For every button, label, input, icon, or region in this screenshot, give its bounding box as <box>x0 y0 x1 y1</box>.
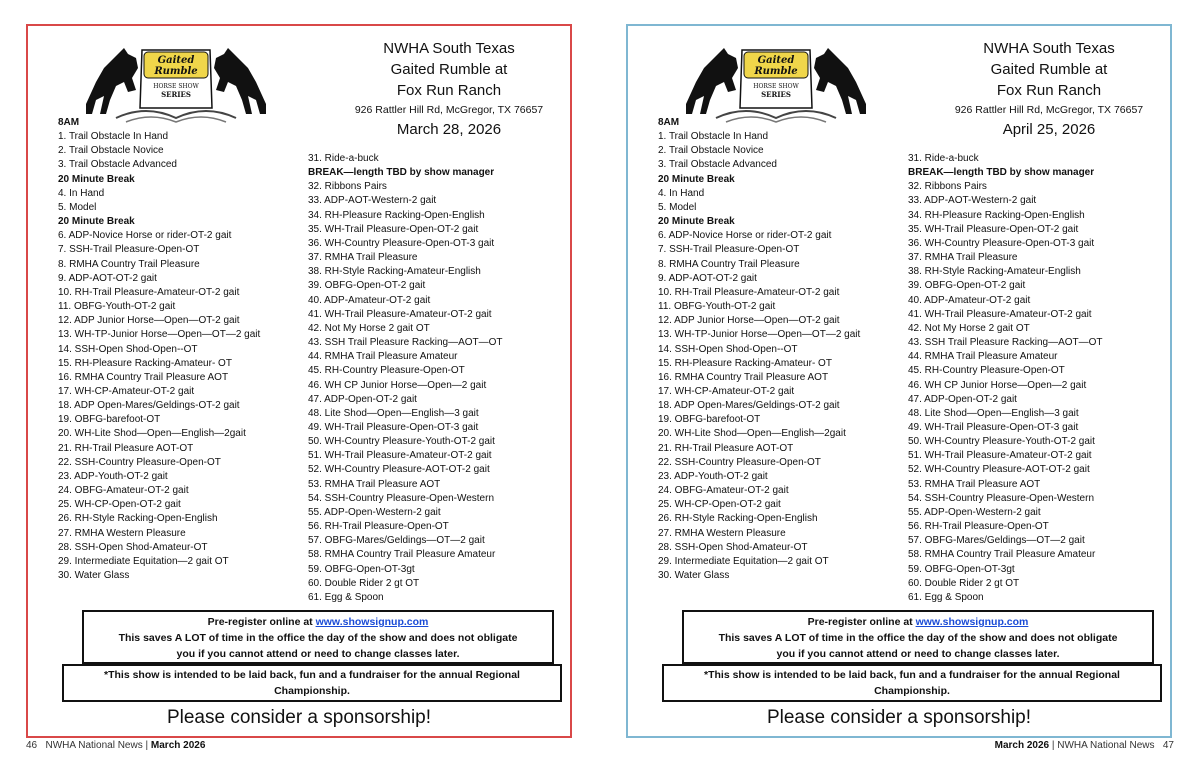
class-entry: 50. WH-Country Pleasure-Youth-OT-2 gait <box>308 436 495 448</box>
logo-line3: HORSE SHOW <box>153 83 199 90</box>
class-entry: 21. RH-Trail Pleasure AOT-OT <box>658 442 794 454</box>
class-entry: 52. WH-Country Pleasure-AOT-OT-2 gait <box>908 464 1090 476</box>
class-entry: 59. OBFG-Open-OT-3gt <box>908 563 1015 575</box>
class-entry: 40. ADP-Amateur-OT-2 gait <box>308 294 431 306</box>
class-entry: 48. Lite Shod—Open—English—3 gait <box>308 407 479 419</box>
showsignup-link[interactable]: www.showsignup.com <box>315 616 429 628</box>
class-entry: 42. Not My Horse 2 gait OT <box>908 322 1030 334</box>
class-entry: 33. ADP-AOT-Western-2 gait <box>308 195 437 207</box>
class-entry: 22. SSH-Country Pleasure-Open-OT <box>658 456 821 468</box>
class-entry: 59. OBFG-Open-OT-3gt <box>308 563 415 575</box>
class-entry: 61. Egg & Spoon <box>908 591 984 603</box>
class-entry: 12. ADP Junior Horse—Open—OT-2 gait <box>58 315 240 327</box>
title-line1: NWHA South Texas <box>383 40 515 57</box>
class-entry: 1. Trail Obstacle In Hand <box>658 131 769 143</box>
publication-name: NWHA National News <box>1057 740 1155 751</box>
class-entry: 37. RMHA Trail Pleasure <box>908 252 1018 264</box>
class-entry: 52. WH-Country Pleasure-AOT-OT-2 gait <box>308 464 490 476</box>
class-entry: 47. ADP-Open-OT-2 gait <box>908 393 1017 405</box>
logo-line3: HORSE SHOW <box>753 83 799 90</box>
class-list-col2 <box>908 152 1170 605</box>
class-entry: 33. ADP-AOT-Western-2 gait <box>908 195 1037 207</box>
logo-line2: Rumble <box>754 66 798 77</box>
class-entry: 5. Model <box>58 201 97 213</box>
class-entry: 45. RH-Country Pleasure-Open-OT <box>908 365 1065 377</box>
title-line3: Fox Run Ranch <box>396 82 502 99</box>
preregister-note-2: you if you cannot attend or need to change classes later. <box>776 648 1060 660</box>
schedule-break: 20 Minute Break <box>58 216 135 228</box>
class-entry: 9. ADP-AOT-OT-2 gait <box>658 272 757 284</box>
publication-name: NWHA National News <box>45 740 143 751</box>
class-entry: 60. Double Rider 2 gt OT <box>308 577 420 589</box>
class-entry: 46. WH CP Junior Horse—Open—2 gait <box>308 379 487 391</box>
class-entry: 17. WH-CP-Amateur-OT-2 gait <box>658 385 795 397</box>
class-entry: 41. WH-Trail Pleasure-Amateur-OT-2 gait <box>908 308 1092 320</box>
class-entry: 4. In Hand <box>658 187 705 199</box>
class-entry: 8. RMHA Country Trail Pleasure <box>658 258 800 270</box>
class-entry: 18. ADP Open-Mares/Geldings-OT-2 gait <box>58 400 240 412</box>
logo-line4: SERIES <box>161 90 191 99</box>
event-header <box>324 38 574 141</box>
class-entry: 35. WH-Trail Pleasure-Open-OT-2 gait <box>908 223 1079 235</box>
class-entry: 43. SSH Trail Pleasure Racking—AOT—OT <box>308 337 503 349</box>
class-entry: 56. RH-Trail Pleasure-Open-OT <box>308 521 449 533</box>
event-date: March 28, 2026 <box>396 121 502 138</box>
class-entry: 22. SSH-Country Pleasure-Open-OT <box>58 456 221 468</box>
title-line3: Fox Run Ranch <box>996 82 1102 99</box>
class-entry: 58. RMHA Country Trail Pleasure Amateur <box>308 549 496 561</box>
class-entry: 26. RH-Style Racking-Open-English <box>58 513 218 525</box>
class-entry: 30. Water Glass <box>58 570 130 581</box>
class-entry: 61. Egg & Spoon <box>308 591 384 603</box>
fundraiser-box <box>662 664 1162 702</box>
title-line2: Gaited Rumble at <box>990 61 1108 78</box>
class-entry: 34. RH-Pleasure Racking-Open-English <box>908 209 1085 221</box>
preregister-text: Pre-register online at <box>807 616 916 628</box>
venue-address: 926 Rattler Hill Rd, McGregor, TX 76657 <box>354 104 544 116</box>
class-entry: 37. RMHA Trail Pleasure <box>308 252 418 264</box>
class-entry: 55. ADP-Open-Western-2 gait <box>908 506 1041 518</box>
class-entry: 8. RMHA Country Trail Pleasure <box>58 258 200 270</box>
gaited-rumble-logo <box>676 34 876 126</box>
class-entry: 1. Trail Obstacle In Hand <box>58 131 169 143</box>
preregister-box <box>82 610 554 664</box>
class-entry: 13. WH-TP-Junior Horse—Open—OT—2 gait <box>58 329 261 341</box>
title-line1: NWHA South Texas <box>983 40 1115 57</box>
schedule-break: BREAK—length TBD by show manager <box>908 167 1095 179</box>
preregister-text: Pre-register online at <box>207 616 316 628</box>
class-entry: 41. WH-Trail Pleasure-Amateur-OT-2 gait <box>308 308 492 320</box>
class-entry: 24. OBFG-Amateur-OT-2 gait <box>658 485 789 497</box>
class-entry: 34. RH-Pleasure Racking-Open-English <box>308 209 485 221</box>
footer-right <box>995 740 1174 752</box>
footer-separator: | <box>1051 740 1055 751</box>
class-entry: 39. OBFG-Open-OT-2 gait <box>908 280 1026 292</box>
class-entry: 35. WH-Trail Pleasure-Open-OT-2 gait <box>308 223 479 235</box>
class-entry: 40. ADP-Amateur-OT-2 gait <box>908 294 1031 306</box>
class-entry: 6. ADP-Novice Horse or rider-OT-2 gait <box>658 230 832 242</box>
class-entry: 20. WH-Lite Shod—Open—English—2gait <box>58 428 246 440</box>
class-entry: 5. Model <box>658 201 697 213</box>
class-entry: 19. OBFG-barefoot-OT <box>658 414 761 426</box>
class-entry: 27. RMHA Western Pleasure <box>658 527 786 539</box>
class-entry: 24. OBFG-Amateur-OT-2 gait <box>58 485 189 497</box>
preregister-box <box>682 610 1154 664</box>
class-entry: 32. Ribbons Pairs <box>308 181 387 193</box>
class-entry: 18. ADP Open-Mares/Geldings-OT-2 gait <box>658 400 840 412</box>
class-entry: 39. OBFG-Open-OT-2 gait <box>308 280 426 292</box>
class-entry: 7. SSH-Trail Pleasure-Open-OT <box>58 244 200 256</box>
class-entry: 23. ADP-Youth-OT-2 gait <box>658 470 768 482</box>
gaited-rumble-logo <box>76 34 276 126</box>
class-entry: 7. SSH-Trail Pleasure-Open-OT <box>658 244 800 256</box>
class-entry: 49. WH-Trail Pleasure-Open-OT-3 gait <box>908 421 1079 433</box>
class-entry: 32. Ribbons Pairs <box>908 181 987 193</box>
horse-left-icon <box>86 48 138 114</box>
fundraiser-box <box>62 664 562 702</box>
class-entry: 60. Double Rider 2 gt OT <box>908 577 1020 589</box>
class-entry: 28. SSH-Open Shod-Amateur-OT <box>58 541 208 553</box>
logo-line1: Gaited <box>157 55 195 66</box>
class-entry: 31. Ride-a-buck <box>308 153 379 164</box>
sponsorship-appeal: Please consider a sponsorship! <box>166 707 432 728</box>
preregister-note-2: you if you cannot attend or need to change classes later. <box>176 648 460 660</box>
class-entry: 57. OBFG-Mares/Geldings—OT—2 gait <box>908 535 1085 547</box>
class-entry: 15. RH-Pleasure Racking-Amateur- OT <box>658 357 832 369</box>
fundraiser-note: *This show is intended to be laid back, fun and a fundraiser for the annual Regional Championship. <box>104 669 520 697</box>
class-list-col1 <box>58 116 318 583</box>
schedule-break: 20 Minute Break <box>658 216 735 228</box>
class-entry: 10. RH-Trail Pleasure-Amateur-OT-2 gait <box>58 286 240 298</box>
showsignup-link[interactable]: www.showsignup.com <box>915 616 1029 628</box>
class-entry: 25. WH-CP-Open-OT-2 gait <box>658 499 781 511</box>
logo-line2: Rumble <box>154 66 198 77</box>
class-entry: 25. WH-CP-Open-OT-2 gait <box>58 499 181 511</box>
class-entry: 11. OBFG-Youth-OT-2 gait <box>658 301 776 313</box>
class-entry: 51. WH-Trail Pleasure-Amateur-OT-2 gait <box>308 450 492 462</box>
class-entry: 43. SSH Trail Pleasure Racking—AOT—OT <box>908 337 1103 349</box>
schedule-break: 20 Minute Break <box>658 173 735 185</box>
event-date: April 25, 2026 <box>1002 121 1096 138</box>
schedule-break: 8AM <box>58 117 80 128</box>
venue-address: 926 Rattler Hill Rd, McGregor, TX 76657 <box>954 104 1144 116</box>
class-entry: 38. RH-Style Racking-Amateur-English <box>908 266 1081 278</box>
class-entry: 2. Trail Obstacle Novice <box>58 145 164 157</box>
class-entry: 36. WH-Country Pleasure-Open-OT-3 gait <box>908 237 1095 249</box>
class-entry: 27. RMHA Western Pleasure <box>58 527 186 539</box>
class-entry: 38. RH-Style Racking-Amateur-English <box>308 266 481 278</box>
class-entry: 48. Lite Shod—Open—English—3 gait <box>908 407 1079 419</box>
page-number: 46 <box>26 740 38 751</box>
schedule-break: BREAK—length TBD by show manager <box>308 167 495 179</box>
class-entry: 54. SSH-Country Pleasure-Open-Western <box>308 492 495 504</box>
fundraiser-note: *This show is intended to be laid back, fun and a fundraiser for the annual Regional Championship. <box>704 669 1120 697</box>
footer-separator: | <box>145 740 149 751</box>
class-entry: 56. RH-Trail Pleasure-Open-OT <box>908 521 1049 533</box>
class-entry: 44. RMHA Trail Pleasure Amateur <box>308 351 458 363</box>
logo-line4: SERIES <box>761 90 791 99</box>
footer-left <box>26 740 205 752</box>
schedule-break: 8AM <box>658 117 680 128</box>
class-entry: 23. ADP-Youth-OT-2 gait <box>58 470 168 482</box>
class-entry: 49. WH-Trail Pleasure-Open-OT-3 gait <box>308 421 479 433</box>
logo-line1: Gaited <box>757 55 795 66</box>
schedule-break: 20 Minute Break <box>58 173 135 185</box>
class-entry: 29. Intermediate Equitation—2 gait OT <box>658 555 829 567</box>
class-entry: 58. RMHA Country Trail Pleasure Amateur <box>908 549 1096 561</box>
class-entry: 9. ADP-AOT-OT-2 gait <box>58 272 157 284</box>
class-entry: 13. WH-TP-Junior Horse—Open—OT—2 gait <box>658 329 861 341</box>
class-entry: 14. SSH-Open Shod-Open--OT <box>658 343 798 355</box>
class-entry: 44. RMHA Trail Pleasure Amateur <box>908 351 1058 363</box>
title-line2: Gaited Rumble at <box>390 61 508 78</box>
class-entry: 16. RMHA Country Trail Pleasure AOT <box>658 371 829 383</box>
sponsorship-appeal: Please consider a sponsorship! <box>766 707 1032 728</box>
class-entry: 14. SSH-Open Shod-Open--OT <box>58 343 198 355</box>
class-entry: 3. Trail Obstacle Advanced <box>58 159 177 171</box>
class-entry: 45. RH-Country Pleasure-Open-OT <box>308 365 465 377</box>
preregister-note-1: This saves A LOT of time in the office the day of the show and does not obligate <box>718 632 1118 644</box>
class-entry: 17. WH-CP-Amateur-OT-2 gait <box>58 385 195 397</box>
class-entry: 26. RH-Style Racking-Open-English <box>658 513 818 525</box>
class-entry: 20. WH-Lite Shod—Open—English—2gait <box>658 428 846 440</box>
class-entry: 2. Trail Obstacle Novice <box>658 145 764 157</box>
page-right <box>626 24 1172 738</box>
class-entry: 21. RH-Trail Pleasure AOT-OT <box>58 442 194 454</box>
class-entry: 31. Ride-a-buck <box>908 153 979 164</box>
class-entry: 36. WH-Country Pleasure-Open-OT-3 gait <box>308 237 495 249</box>
class-entry: 30. Water Glass <box>658 570 730 581</box>
class-entry: 46. WH CP Junior Horse—Open—2 gait <box>908 379 1087 391</box>
class-entry: 6. ADP-Novice Horse or rider-OT-2 gait <box>58 230 232 242</box>
class-list-col1 <box>658 116 918 583</box>
class-entry: 53. RMHA Trail Pleasure AOT <box>308 478 441 490</box>
class-entry: 19. OBFG-barefoot-OT <box>58 414 161 426</box>
class-entry: 11. OBFG-Youth-OT-2 gait <box>58 301 176 313</box>
class-entry: 3. Trail Obstacle Advanced <box>658 159 777 171</box>
page-left <box>26 24 572 738</box>
class-entry: 29. Intermediate Equitation—2 gait OT <box>58 555 229 567</box>
class-entry: 57. OBFG-Mares/Geldings—OT—2 gait <box>308 535 485 547</box>
horse-right-icon <box>814 48 866 114</box>
class-entry: 54. SSH-Country Pleasure-Open-Western <box>908 492 1095 504</box>
class-entry: 53. RMHA Trail Pleasure AOT <box>908 478 1041 490</box>
class-entry: 4. In Hand <box>58 187 105 199</box>
preregister-note-1: This saves A LOT of time in the office the day of the show and does not obligate <box>118 632 518 644</box>
class-entry: 16. RMHA Country Trail Pleasure AOT <box>58 371 229 383</box>
class-entry: 12. ADP Junior Horse—Open—OT-2 gait <box>658 315 840 327</box>
class-entry: 10. RH-Trail Pleasure-Amateur-OT-2 gait <box>658 286 840 298</box>
class-entry: 55. ADP-Open-Western-2 gait <box>308 506 441 518</box>
event-header <box>924 38 1174 141</box>
class-entry: 47. ADP-Open-OT-2 gait <box>308 393 417 405</box>
class-entry: 42. Not My Horse 2 gait OT <box>308 322 430 334</box>
issue-date: March 2026 <box>150 740 206 751</box>
page-number: 47 <box>1162 740 1174 751</box>
horse-left-icon <box>686 48 738 114</box>
issue-date: March 2026 <box>994 740 1050 751</box>
class-entry: 51. WH-Trail Pleasure-Amateur-OT-2 gait <box>908 450 1092 462</box>
class-list-col2 <box>308 152 570 605</box>
class-entry: 15. RH-Pleasure Racking-Amateur- OT <box>58 357 232 369</box>
class-entry: 28. SSH-Open Shod-Amateur-OT <box>658 541 808 553</box>
horse-right-icon <box>214 48 266 114</box>
class-entry: 50. WH-Country Pleasure-Youth-OT-2 gait <box>908 436 1095 448</box>
